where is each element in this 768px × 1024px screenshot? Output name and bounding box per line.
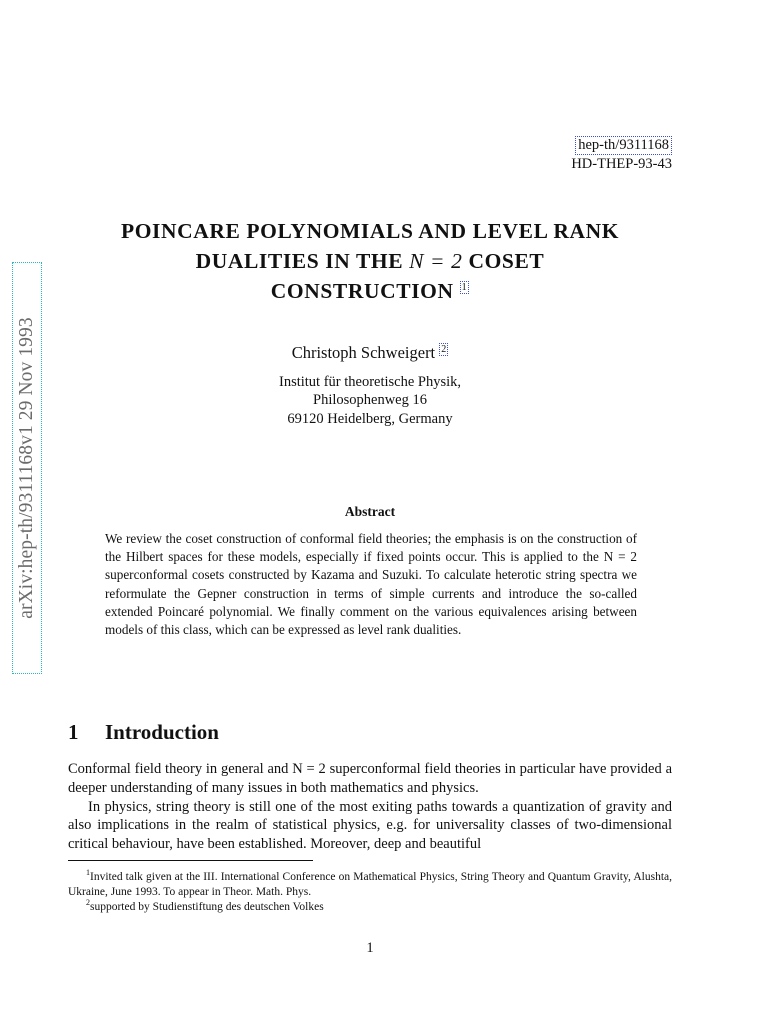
introduction-body	[68, 760, 672, 854]
section-title: Introduction	[105, 720, 219, 744]
title-math-n2: N = 2	[409, 249, 463, 273]
footnote-rule	[68, 860, 313, 861]
report-number: HD-THEP-93-43	[571, 156, 672, 172]
section-heading	[68, 720, 219, 745]
title-line-1: POINCARE POLYNOMIALS AND LEVEL RANK	[120, 219, 620, 243]
intro-paragraph-1: Conformal field theory in general and N = 2 superconformal field theories in particular have provided a deeper understanding of many issues in both mathematics and physics.	[68, 761, 672, 796]
abstract-text: We review the coset construction of conformal field theories; the emphasis is on the construction of the Hilbert spaces for these models, especially if fixed points occur. This is applied to the N = 2 superconformal cosets constructed by Kazama and Suzuki. To calculate heterotic string spectra we reformulate the Gepner construction in terms of simple currents and introduce the so-called extended Poincaré polynomial. We finally comment on the various equivalences arising between models of this class, which can be expressed as level rank dualities.	[105, 531, 637, 638]
author	[0, 343, 740, 363]
abstract-heading: Abstract	[344, 504, 396, 519]
title-line-2-post: COSET	[462, 249, 545, 273]
arxiv-side-stamp-text: arXiv:hep-th/9311168v1 29 Nov 1993	[16, 317, 37, 619]
affiliation-line-2: Philosophenweg 16	[313, 392, 427, 408]
footnote-2-text: supported by Studienstiftung des deutschen Volkes	[90, 900, 324, 913]
author-footnote-link[interactable]: 2	[441, 343, 447, 355]
arxiv-side-stamp[interactable]	[12, 262, 42, 674]
page-number: 1	[366, 940, 374, 956]
title-line-3	[60, 276, 680, 306]
title-line-2-pre: DUALITIES IN THE	[195, 249, 410, 273]
title-line-3-text: CONSTRUCTION	[270, 279, 454, 303]
footnote-1-mark: 1	[86, 868, 90, 877]
footnote-2-mark: 2	[86, 898, 90, 907]
section-number: 1	[68, 720, 79, 744]
footnote-2	[68, 895, 672, 915]
affiliation-line-3: 69120 Heidelberg, Germany	[287, 411, 453, 427]
intro-paragraph-2: In physics, string theory is still one of the most exiting paths towards a quantization of gravity and also implications in the realm of statistical physics, e.g. for universality classes of two-dimensional critical behaviour, have been established. Moreover, deep and beautiful	[68, 798, 672, 853]
title-footnote-link[interactable]: 1	[461, 281, 468, 293]
author-name: Christoph Schweigert	[291, 343, 436, 362]
paper-title	[60, 216, 680, 306]
affiliation-line-1: Institut für theoretische Physik,	[278, 374, 462, 390]
arxiv-id-link[interactable]: hep-th/9311168	[575, 136, 672, 155]
footnote-1-text: Invited talk given at the III. International Conference on Mathematical Physics, String Theory and Quantum Gravity, Alushta, Ukraine, June 1993. To appear in Theor. Math. Phys.	[68, 870, 672, 898]
title-line-2	[60, 246, 680, 276]
